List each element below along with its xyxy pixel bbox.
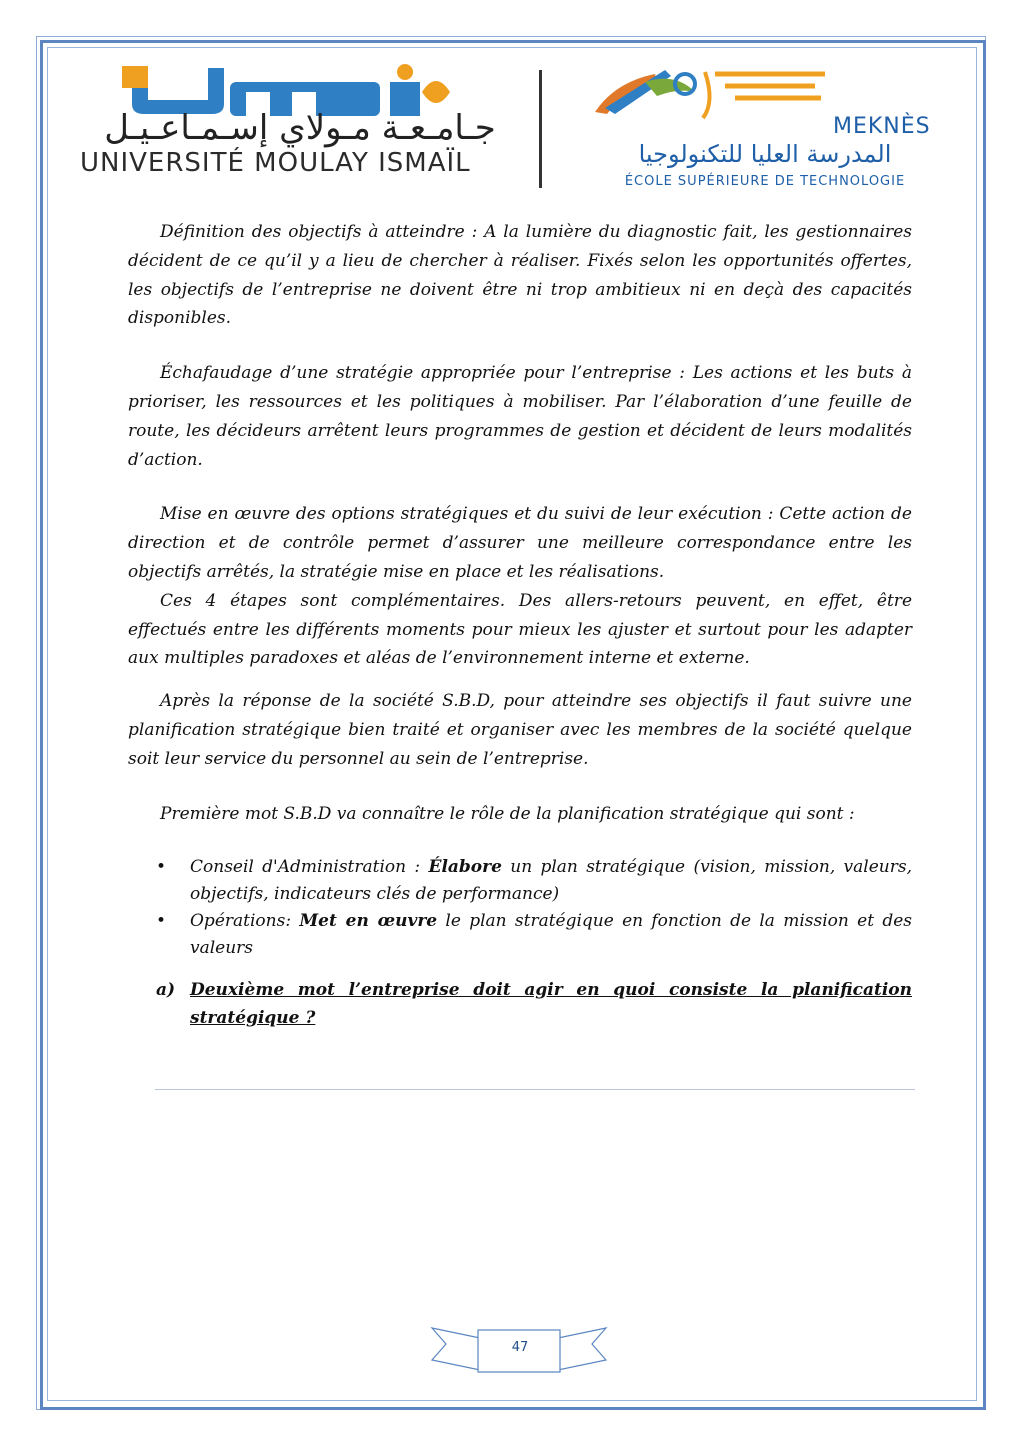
bullet-icon: • (156, 911, 167, 932)
est-logo-mark (585, 62, 945, 122)
page-number: 47 (511, 1340, 529, 1355)
est-city: MEKNÈS (833, 114, 931, 139)
list-item: • Opérations: Met en œuvre le plan stratégique en fonction de la mission et des valeurs (128, 908, 912, 962)
est-school-name: ÉCOLE SUPÉRIEURE DE TECHNOLOGIE (624, 174, 906, 189)
paragraph-objectives: Définition des objectifs à atteindre : A la lumière du diagnostic fait, les gestionnaires décident de ce qu’il y a lieu de chercher à réaliser. Fixés selon les opportunités offertes, les objectifs de l’entreprise ne doivent être ni trop ambitieux ni en deçà des capacités disponibles. (128, 222, 912, 329)
question-text: Deuxième mot l’entreprise doit agir en quoi consiste la planification stratégique ? (190, 980, 912, 1029)
paragraph-steps: Ces 4 étapes sont complémentaires. Des allers-retours peuvent, en effet, être effectués entre les différents moments pour mieux les ajuster et surtout pour les adapter aux multiples paradoxes et aléas de l’environnement interne et externe. (128, 590, 912, 669)
section-question (128, 976, 912, 1032)
document-body (128, 218, 912, 1032)
section-rule (155, 1089, 915, 1090)
bullet-icon: • (156, 857, 167, 878)
paragraph-sbd-response: Après la réponse de la société S.B.D, pour atteindre ses objectifs il faut suivre une planification stratégique bien traité et organiser avec les membres de la société quelque soit leur service du personnel au sein de l’entreprise. (128, 691, 912, 769)
paragraph-first-word: Première mot S.B.D va connaître le rôle de la planification stratégique qui sont : (160, 803, 855, 824)
umi-name: UNIVERSITÉ MOULAY ISMAÏL (80, 148, 471, 178)
logo-divider (539, 70, 542, 188)
umi-arabic-name: جـامـعـة مـولاي إسـمـاعـيـل (104, 108, 496, 148)
paragraph-strategy: Échafaudage d’une stratégie appropriée pour l’entreprise : Les actions et les buts à prioriser, les ressources et les politiques à mobiliser. Par l’élaboration d’une feuille de route, les décideurs arrêtent leurs programmes de gestion et décident de leurs modalités d’action. (128, 363, 912, 470)
paragraph-implementation: Mise en œuvre des options stratégiques et du suivi de leur exécution : Cette action de direction et de contrôle permet d’assurer une meilleure correspondance entre les objectifs arrêtés, la stratégie mise en place et les réalisations. (128, 504, 912, 582)
est-arabic-name: المدرسة العليا للتكنولوجيا (638, 140, 892, 168)
roles-list (128, 854, 912, 962)
question-label: a) (156, 980, 176, 1001)
list-item: • Conseil d'Administration : Élabore un plan stratégique (vision, mission, valeurs, objectifs, indicateurs clés de performance) (128, 854, 912, 908)
est-logo (585, 62, 945, 192)
umi-logo (80, 62, 520, 192)
